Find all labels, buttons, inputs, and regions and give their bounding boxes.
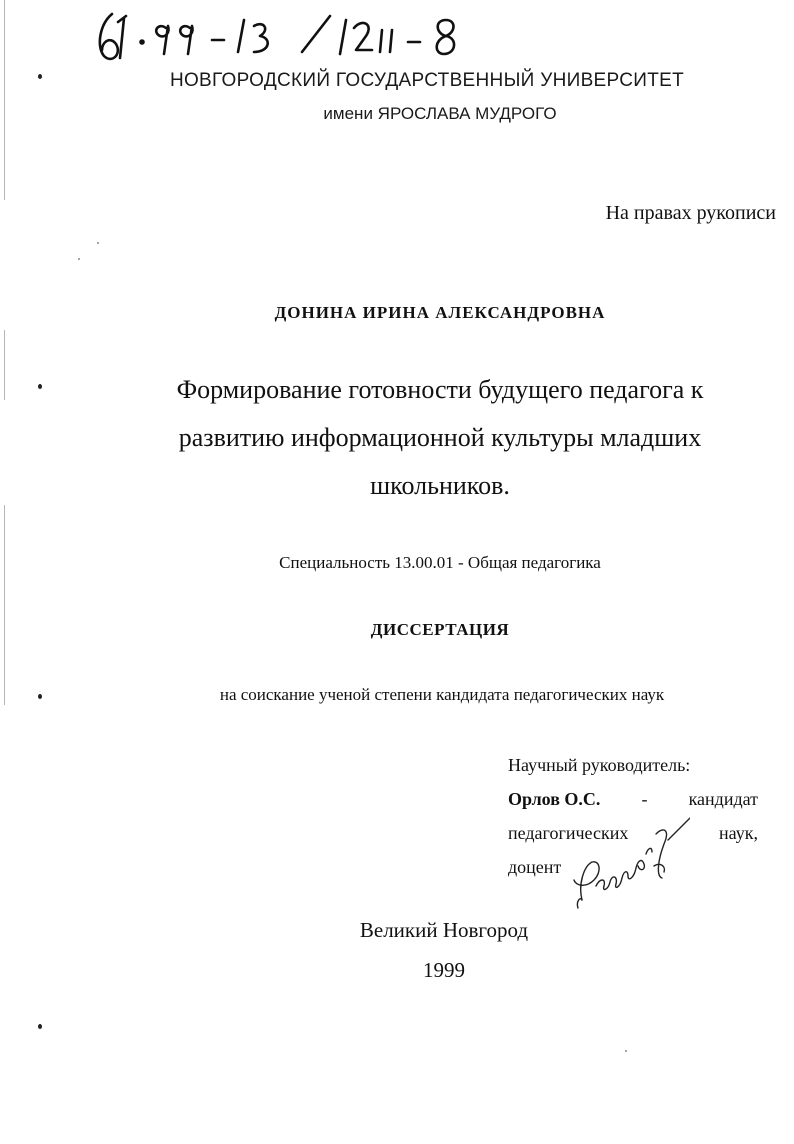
author-name: ДОНИНА ИРИНА АЛЕКСАНДРОВНА xyxy=(274,303,606,322)
scan-margin-line xyxy=(4,0,5,200)
university-named-after: имени ЯРОСЛАВА МУДРОГО xyxy=(323,104,557,123)
specialty: Специальность 13.00.01 - Общая педагогика xyxy=(279,553,601,572)
city: Великий Новгород xyxy=(359,918,529,942)
title-line: Формирование готовности будущего педагога к xyxy=(176,375,704,404)
scan-speck xyxy=(625,1050,627,1052)
scan-dot xyxy=(38,384,42,389)
supervisor-title-word: наук, xyxy=(719,823,758,843)
scan-margin-line xyxy=(4,505,5,705)
scan-dot xyxy=(38,1024,42,1029)
supervisor-title-word: педагогических xyxy=(508,823,629,843)
supervisor-name: Орлов О.С. xyxy=(508,789,601,809)
scan-speck xyxy=(78,258,80,260)
degree-statement: на соискание ученой степени кандидата педагогических наук xyxy=(219,685,665,704)
supervisor-label: Научный руководитель: xyxy=(508,755,691,775)
supervisor-dash: - xyxy=(641,789,648,809)
university-name: НОВГОРОДСКИЙ ГОСУДАРСТВЕННЫЙ УНИВЕРСИТЕТ xyxy=(169,70,685,91)
archive-code-glyphs xyxy=(90,6,490,66)
archive-code-handwritten xyxy=(90,6,490,66)
document-type: ДИССЕРТАЦИЯ xyxy=(370,620,510,639)
scan-margin-line xyxy=(4,330,5,400)
supervisor-title-word: кандидат xyxy=(688,789,758,809)
handwritten-signature-icon xyxy=(560,808,690,918)
title-line: развитию информационной культуры младших xyxy=(178,423,702,452)
rights-notice: На правах рукописи xyxy=(605,202,776,224)
scan-speck xyxy=(97,242,99,244)
title-line: школьников. xyxy=(370,471,510,500)
signature-glyphs xyxy=(560,808,690,918)
supervisor-rank: доцент xyxy=(508,857,562,877)
dissertation-title xyxy=(60,366,794,510)
year: 1999 xyxy=(423,958,465,982)
